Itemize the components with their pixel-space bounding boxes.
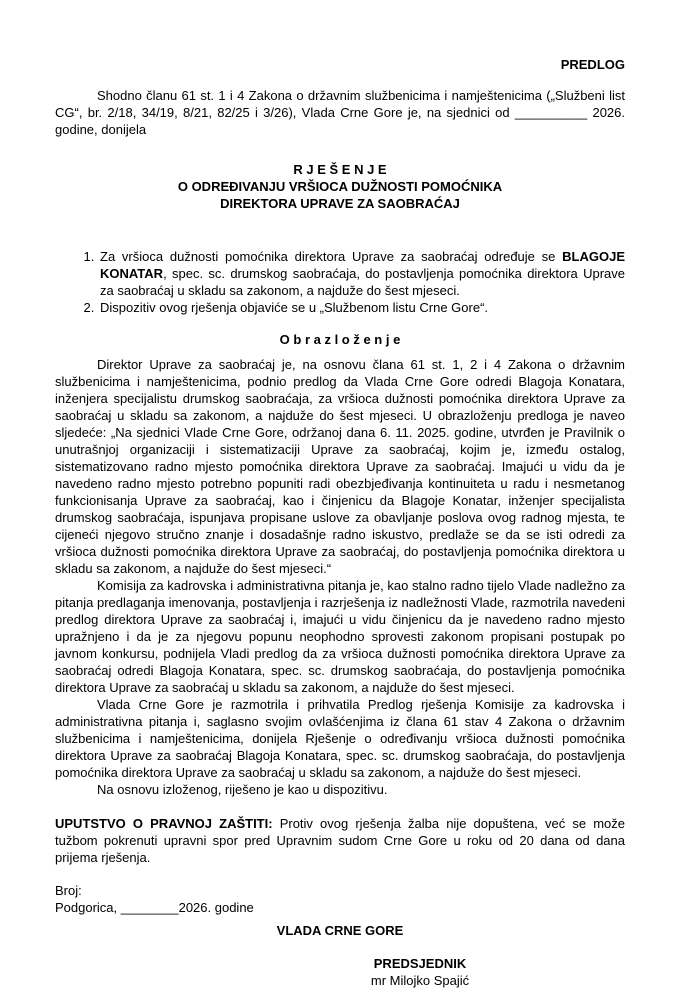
intro-paragraph: Shodno članu 61 st. 1 i 4 Zakona o državnim službenicima i namještenicima („Službeni list CG“, br. 2/18, 34/19, 8/21, 82/25 i 3/26), Vlada Crne Gore je, na sjednici od __________ 2026. godine, donijela [55, 88, 625, 137]
government-name: VLADA CRNE GORE [276, 923, 404, 938]
document-tag-predlog: PREDLOG [560, 57, 625, 72]
decision-item-2 [98, 299, 625, 316]
decision-item-2-text: Dispozitiv ovog rješenja objaviće se u „Službenom listu Crne Gore“. [100, 300, 489, 315]
conclusion-line: Na osnovu izloženog, riješeno je kao u dispozitivu. [97, 782, 388, 797]
signer-role: PREDSJEDNIK [373, 956, 467, 971]
legal-notice-text: Protiv ovog rješenja žalba nije dopuštena, već se može tužbom pokrenuti upravni spor pred Upravnim sudom Crne Gore u roku od 20 dana od dana prijema rješenja. [55, 816, 625, 865]
explanation-paragraph-3: Vlada Crne Gore je razmotrila i prihvatila Predlog rješenja Komisije za kadrovska i administrativna pitanja i, saglasno svojim ovlašćenjima iz člana 61 stav 4 Zakona o državnim službenicima i namještenicima, donijela Rješenje o određivanju vršioca dužnosti pomoćnika direktora Uprave za saobraćaj Blagoja Konatara, spec. sc. drumskog saobraćaja, do postavljenja pomoćnika direktora Uprave za saobraćaj u skladu sa zakonom, a najduže do šest mjeseci. [55, 697, 625, 780]
explanation-paragraph-1: Direktor Uprave za saobraćaj je, na osnovu člana 61 st. 1, 2 i 4 Zakona o državnim službenicima i namještenicima, podnio predlog da Vlada Crne Gore odredi Blagoja Konatara, inženjera specijalistu drumskog saobraćaja, za vršioca dužnosti pomoćnika direktora Uprave za saobraćaj u skladu sa zakonom, a najduže do šest mjeseci. U obrazloženju predloga je naveo sljedeće: „Na sjednici Vlade Crne Gore, održanoj dana 6. 11. 2025. godine, utvrđen je Pravilnik o unutrašnjoj organizaciji i sistematizaciji Uprave za saobraćaj, kojim je, između ostalog, sistematizovano radno mjesto pomoćnika direktora Uprave za saobraćaj. Imajući u vidu da je navedeno radno mjesto potrebno popuniti radi obezbjeđivanja kontinuiteta u radu i nesmetanog funkcionisanja Uprave za saobraćaj, kao i činjenicu da Blagoje Konatar, inženjer specijalista drumskog saobraćaja, ispunjava propisane uslove za obavljanje poslova ovog radnog mjesta, te cijeneći njegovo stručno znanje i dosadašnje radno iskustvo, predlaže se da se isti odredi za vršioca dužnosti pomoćnika direktora Uprave za saobraćaj, do postavljenja pomoćnika direktora u skladu sa zakonom, a najduže do šest mjeseci.“ [55, 357, 625, 576]
title-line-3: DIREKTORA UPRAVE ZA SAOBRAĆAJ [220, 196, 460, 211]
footer-number-block [55, 882, 625, 916]
number-label: Broj: [55, 883, 82, 898]
title-line-2: O ODREĐIVANJU VRŠIOCA DUŽNOSTI POMOĆNIKA [177, 179, 503, 194]
decision-item-1-name: BLAGOJE KONATAR [100, 249, 625, 281]
legal-notice-label: UPUTSTVO O PRAVNOJ ZAŠTITI: [55, 816, 273, 831]
place-date-line: Podgorica, ________2026. godine [55, 900, 254, 915]
explanation-paragraph-2: Komisija za kadrovska i administrativna pitanja je, kao stalno radno tijelo Vlade nadležno za pitanja predlaganja imenovanja, postavljenja i razrješenja iz nadležnosti Vlade, razmotrila navedeni predlog direktora Uprave za saobraćaj i, imajući u vidu činjenicu da je navedeno radno mjesto upražnjeno i da je za njegovu popunu neophodno sprovesti zakonom propisani postupak po javnom konkursu, podnijela Vladi predlog da za vršioca dužnosti pomoćnika direktora Uprave za saobraćaj odredi Blagoja Konatara, spec. sc. drumskog saobraćaja, do postavljenja pomoćnika direktora Uprave za saobraćaj u skladu sa zakonom, a najduže do šest mjeseci. [55, 578, 625, 695]
decision-item-1-text-pre: Za vršioca dužnosti pomoćnika direktora Uprave za saobraćaj određuje se [100, 249, 563, 264]
decision-list [55, 248, 625, 316]
decision-item-1-text-post: , spec. sc. drumskog saobraćaja, do postavljenja pomoćnika direktora Uprave za saobraćaj u skladu sa zakonom, a najduže do šest mjeseci. [100, 266, 625, 298]
signer-name: mr Milojko Spajić [370, 973, 470, 988]
signature-block [300, 955, 540, 989]
explanation-heading: O b r a z l o ž e n j e [279, 332, 401, 347]
decision-item-1 [98, 248, 625, 299]
legal-notice [55, 815, 625, 866]
document-title [55, 161, 625, 212]
title-line-1: R J E Š E N J E [293, 162, 387, 177]
